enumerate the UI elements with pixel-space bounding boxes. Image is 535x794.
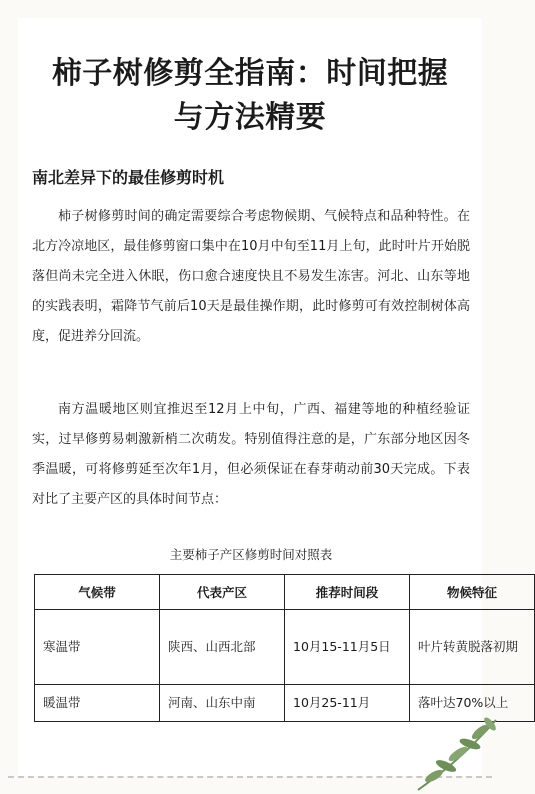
page-title: 柿子树修剪全指南：时间把握与方法精要 (51, 56, 449, 135)
header-phenology: 物候特征 (410, 575, 535, 610)
paragraph-1: 柿子树修剪时间的确定需要综合考虑物候期、气候特点和品种特性。在北方冷凉地区，最佳修剪窗口集中在10月中旬至11月上旬，此时叶片开始脱落但尚未完全进入休眠，伤口愈合速度快且不易发生冻害。河北、山东等地的实践表明，霜降节气前后10天是最佳操作期，此时修剪可有效控制树体高度，促进养分回流。 (32, 209, 470, 344)
section-heading: 南北差异下的最佳修剪时机 (32, 168, 225, 187)
table-cell: 陕西、山西北部 (160, 610, 285, 685)
header-region: 代表产区 (160, 575, 285, 610)
header-time-range: 推荐时间段 (285, 575, 410, 610)
table-cell: 10月25-11月 (285, 685, 410, 722)
table-cell: 落叶达70%以上 (410, 685, 535, 722)
table-cell: 河南、山东中南 (160, 685, 285, 722)
table-cell: 暖温带 (35, 685, 160, 722)
table-cell: 10月15-11月5日 (285, 610, 410, 685)
table-caption: 主要柿子产区修剪时间对照表 (169, 547, 333, 562)
paragraph-2: 南方温暖地区则宜推迟至12月上中旬，广西、福建等地的种植经验证实，过早修剪易刺激新梢二次萌发。特别值得注意的是，广东部分地区因冬季温暖，可将修剪延至次年1月，但必须保证在春芽萌动前30天完成。下表对比了主要产区的具体时间节点： (32, 402, 470, 507)
header-climate-zone: 气候带 (35, 575, 160, 610)
table-cell: 寒温带 (35, 610, 160, 685)
pruning-time-table (34, 574, 535, 722)
table-cell: 叶片转黄脱落初期 (410, 610, 535, 685)
document-page (18, 18, 519, 776)
olive-branch-icon (410, 710, 500, 794)
table-row (35, 610, 535, 685)
table-header-row (35, 575, 535, 610)
